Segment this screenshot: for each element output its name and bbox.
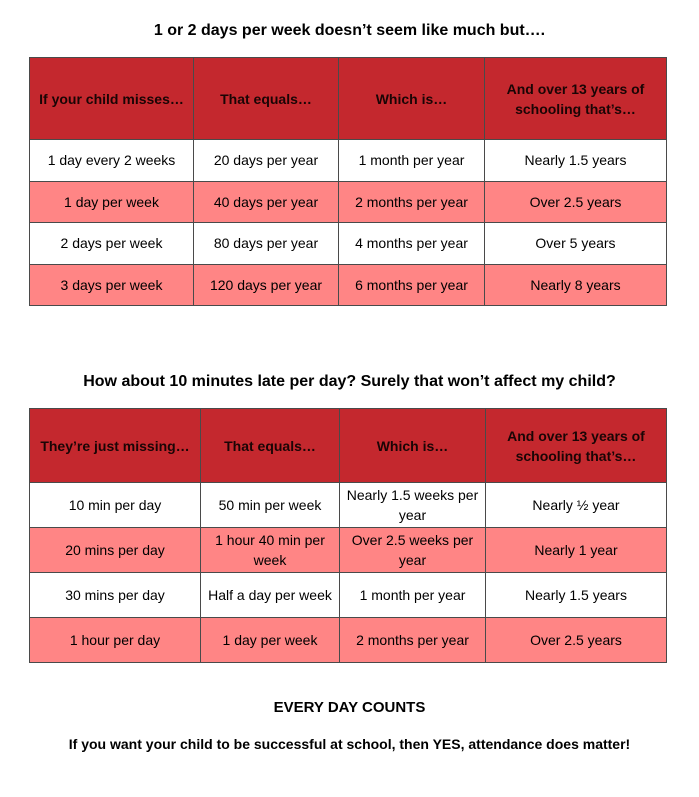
table-row — [30, 223, 667, 265]
table-cell: 40 days per year — [194, 181, 339, 223]
table-cell: Over 2.5 years — [486, 618, 667, 663]
table-row — [30, 573, 667, 618]
table-cell: 1 month per year — [340, 573, 486, 618]
table-cell: Nearly 8 years — [485, 264, 667, 306]
table-cell: 30 mins per day — [30, 573, 201, 618]
table-cell: 2 months per year — [339, 181, 485, 223]
column-header: And over 13 years of schooling that’s… — [486, 409, 667, 483]
table-cell: 20 mins per day — [30, 528, 201, 573]
table-cell: 1 day every 2 weeks — [30, 140, 194, 182]
table-cell: Half a day per week — [201, 573, 340, 618]
table-cell: Nearly 1.5 years — [485, 140, 667, 182]
column-header: That equals… — [194, 58, 339, 140]
table-cell: Over 5 years — [485, 223, 667, 265]
closing-text: If you want your child to be successful at school, then YES, attendance does matter! — [68, 736, 631, 752]
table-cell: 1 hour per day — [30, 618, 201, 663]
table-cell: 1 hour 40 min per week — [201, 528, 340, 573]
table-cell: Over 2.5 years — [485, 181, 667, 223]
table-row — [30, 264, 667, 306]
table-cell: 6 months per year — [339, 264, 485, 306]
table-cell: 20 days per year — [194, 140, 339, 182]
table-header-row — [30, 409, 667, 483]
table-row — [30, 181, 667, 223]
table-cell: 4 months per year — [339, 223, 485, 265]
table-cell: Over 2.5 weeks per year — [340, 528, 486, 573]
column-header: Which is… — [339, 58, 485, 140]
table-cell: Nearly 1 year — [486, 528, 667, 573]
table-row — [30, 483, 667, 528]
table-cell: 3 days per week — [30, 264, 194, 306]
table-cell: 1 day per week — [30, 181, 194, 223]
table-row — [30, 618, 667, 663]
lateness-table — [29, 408, 667, 663]
table-cell: 2 months per year — [340, 618, 486, 663]
column-header: If your child misses… — [30, 58, 194, 140]
table-cell: 80 days per year — [194, 223, 339, 265]
absence-days-table — [29, 57, 667, 306]
column-header: That equals… — [201, 409, 340, 483]
table-cell: Nearly 1.5 years — [486, 573, 667, 618]
table-cell: 1 day per week — [201, 618, 340, 663]
table-cell: 120 days per year — [194, 264, 339, 306]
table-cell: 2 days per week — [30, 223, 194, 265]
column-header: Which is… — [340, 409, 486, 483]
table-cell: 1 month per year — [339, 140, 485, 182]
table1-title: 1 or 2 days per week doesn’t seem like much but…. — [153, 22, 546, 39]
closing-title: EVERY DAY COUNTS — [273, 699, 426, 716]
table-cell: Nearly ½ year — [486, 483, 667, 528]
table2-title: How about 10 minutes late per day? Surely that won’t affect my child? — [83, 373, 616, 390]
table-cell: 50 min per week — [201, 483, 340, 528]
table-header-row — [30, 58, 667, 140]
table-cell: Nearly 1.5 weeks per year — [340, 483, 486, 528]
table-cell: 10 min per day — [30, 483, 201, 528]
table-row — [30, 528, 667, 573]
table-row — [30, 140, 667, 182]
column-header: And over 13 years of schooling that’s… — [485, 58, 667, 140]
column-header: They’re just missing… — [30, 409, 201, 483]
